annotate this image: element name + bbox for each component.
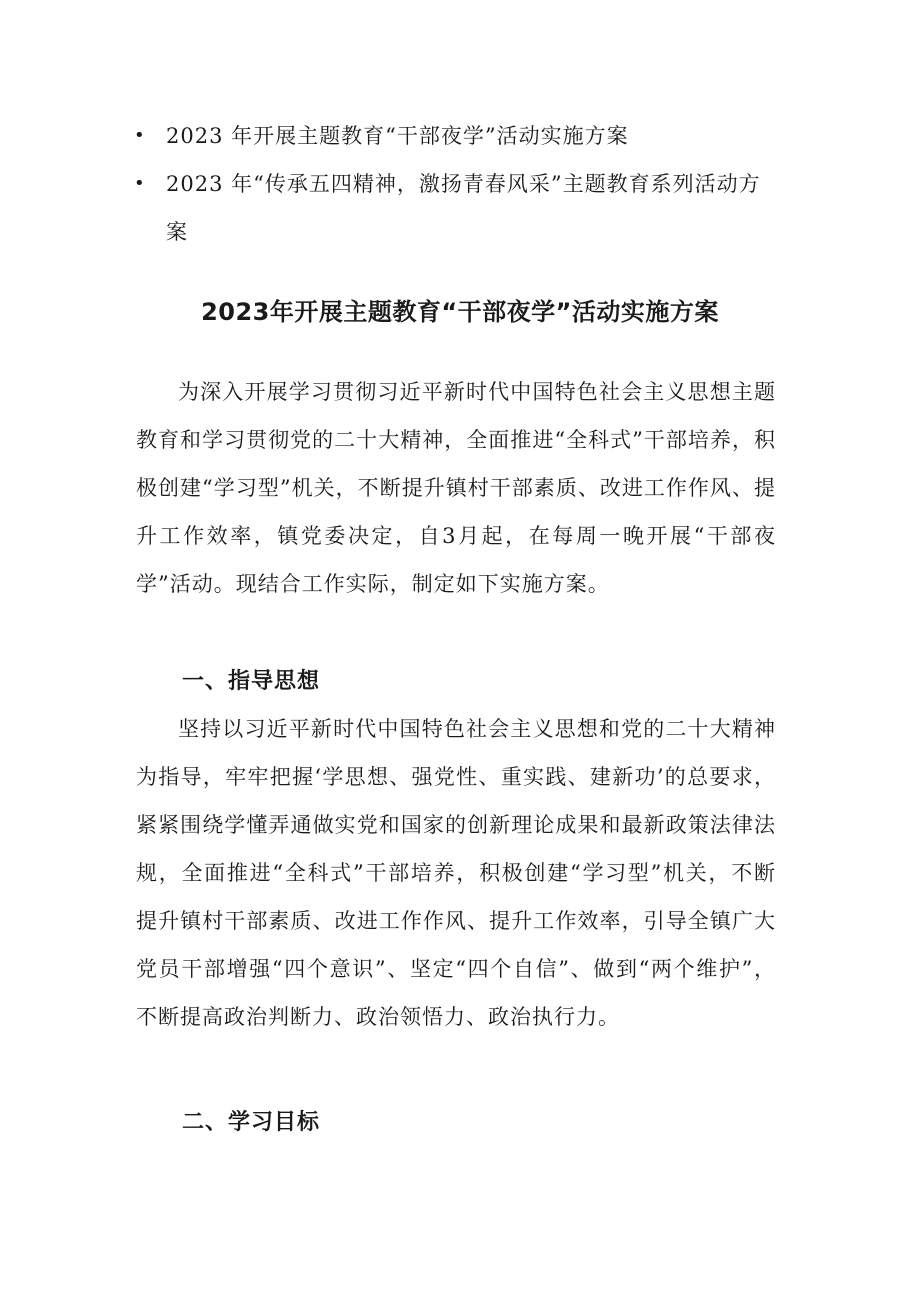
toc-item[interactable] — [130, 112, 770, 160]
toc-item-label: 2023 年开展主题教育“干部夜学”活动实施方案 — [166, 124, 629, 148]
toc-item-label: 2023 年“传承五四精神，激扬青春风采”主题教育系列活动方案 — [166, 172, 761, 244]
section-heading-learning-goals: 二、学习目标 — [182, 1110, 321, 1135]
table-of-contents — [130, 112, 770, 256]
bullet-icon: • — [134, 173, 146, 194]
section-paragraph-guiding-thought: 坚持以习近平新时代中国特色社会主义思想和党的二十大精神为指导，牢牢把握‘学思想、强党性、重实践、建新功’的总要求，紧紧围绕学懂弄通做实党和国家的创新理论成果和最新政策法律法规，全面推进“全科式”干部培养，积极创建“学习型”机关，不断提升镇村干部素质、改进工作作风、提升工作效率，引导全镇广大党员干部增强“四个意识”、坚定“四个自信”、做到“两个维护”，不断提高政治判断力、政治领悟力、政治执行力。 — [136, 717, 776, 1029]
document-title: 2023年开展主题教育“干部夜学”活动实施方案 — [201, 298, 719, 326]
toc-item[interactable] — [130, 160, 770, 256]
section-heading-guiding-thought: 一、指导思想 — [182, 669, 321, 694]
bullet-icon: • — [134, 125, 146, 146]
intro-paragraph: 为深入开展学习贯彻习近平新时代中国特色社会主义思想主题教育和学习贯彻党的二十大精神，全面推进“全科式”干部培养，积极创建“学习型”机关，不断提升镇村干部素质、改进工作作风、提升工作效率，镇党委决定，自3月起，在每周一晚开展“干部夜学”活动。现结合工作实际，制定如下实施方案。 — [136, 380, 776, 596]
